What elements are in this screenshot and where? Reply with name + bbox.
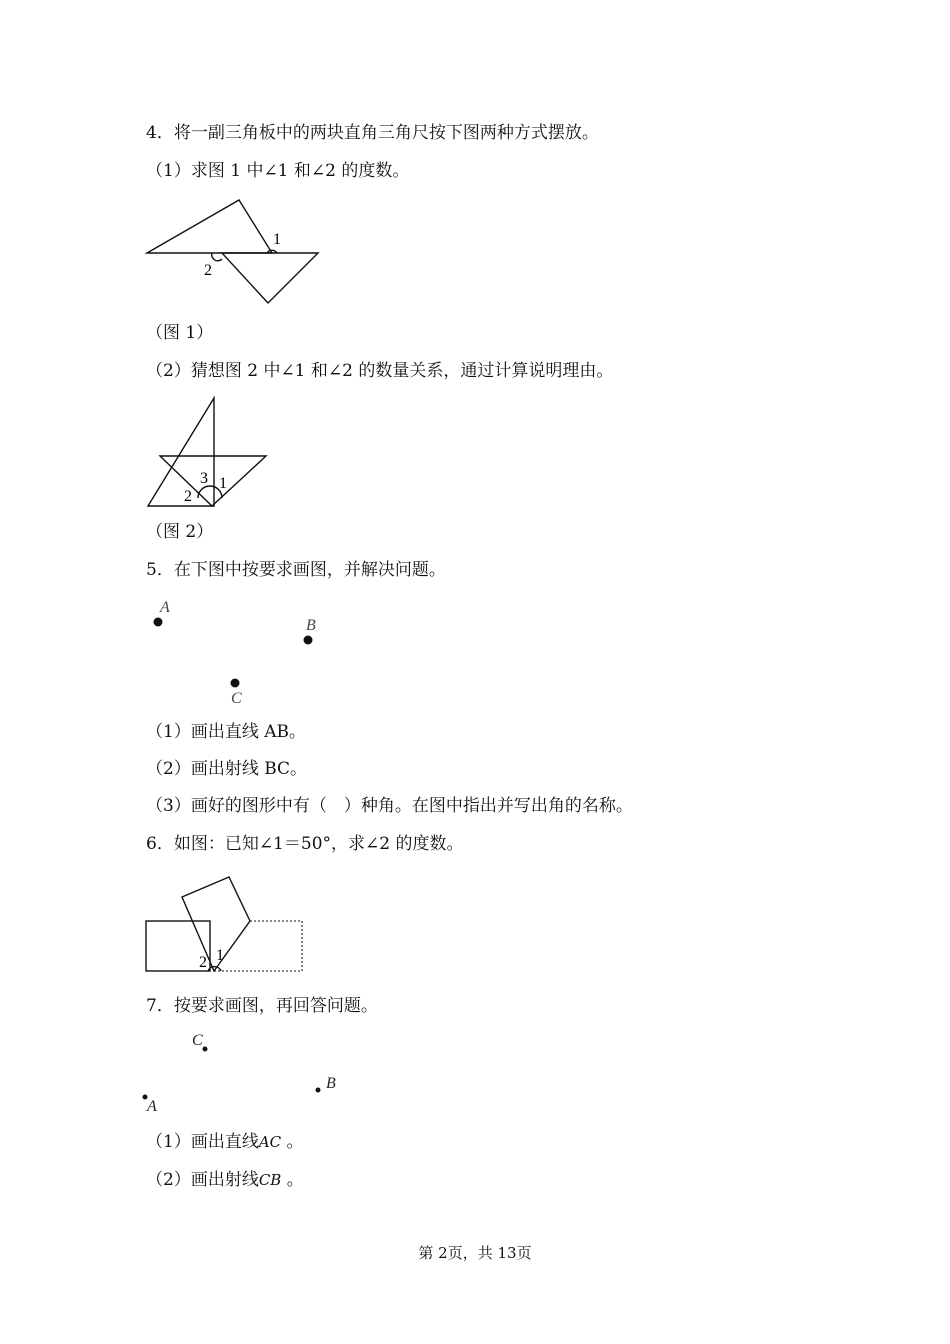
fig1-label-1: 1 bbox=[273, 231, 281, 248]
fig2-label-1: 1 bbox=[219, 475, 227, 492]
figure-2 bbox=[140, 392, 280, 514]
q6-stem: 6．如图：已知∠1＝50°，求∠2 的度数。 bbox=[146, 834, 464, 854]
figure-q6 bbox=[140, 870, 310, 976]
q5-point-b-dot bbox=[304, 636, 313, 645]
q6-label-2: 2 bbox=[199, 954, 207, 971]
fig1-triangle-upper bbox=[147, 200, 272, 253]
q7-point-b-label: B bbox=[326, 1075, 336, 1092]
q7-part1-suffix: 。 bbox=[281, 1132, 304, 1152]
q7-point-c-label: C bbox=[192, 1032, 203, 1049]
fig1-angle2-arc bbox=[212, 253, 222, 261]
q5-point-b-label: B bbox=[306, 617, 316, 634]
q6-label-1: 1 bbox=[216, 947, 224, 964]
q7-part1 bbox=[146, 1131, 304, 1153]
q7-point-b-dot bbox=[316, 1088, 321, 1093]
fig2-caption: （图 2） bbox=[146, 522, 214, 542]
fig1-caption: （图 1） bbox=[146, 323, 214, 343]
q4-part1: （1）求图 1 中∠1 和∠2 的度数。 bbox=[146, 161, 410, 181]
q7-point-a-label: A bbox=[147, 1098, 157, 1115]
fig2-label-2: 2 bbox=[184, 488, 192, 505]
q5-part1: （1）画出直线 AB。 bbox=[146, 722, 306, 742]
fig2-triangle-upright bbox=[148, 398, 214, 506]
q6-dashed-outline bbox=[214, 921, 302, 971]
q5-point-a-label: A bbox=[160, 599, 170, 616]
q4-stem: 4．将一副三角板中的两块直角三角尺按下图两种方式摆放。 bbox=[146, 123, 599, 143]
figure-1 bbox=[140, 190, 330, 310]
q4-part2: （2）猜想图 2 中∠1 和∠2 的数量关系，通过计算说明理由。 bbox=[146, 361, 614, 381]
q5-points-figure bbox=[140, 594, 340, 714]
q7-point-c-dot bbox=[203, 1047, 208, 1052]
fig2-triangle-inverted bbox=[160, 456, 266, 506]
q7-part2-prefix: （2）画出射线 bbox=[146, 1170, 259, 1190]
q7-stem: 7．按要求画图，再回答问题。 bbox=[146, 996, 378, 1016]
q5-point-c-label: C bbox=[231, 690, 242, 707]
q5-point-a-dot bbox=[154, 618, 163, 627]
q5-part2: （2）画出射线 BC。 bbox=[146, 759, 308, 779]
fig2-label-3: 3 bbox=[200, 470, 208, 487]
q7-part2-var: CB bbox=[258, 1171, 282, 1189]
q7-part2 bbox=[146, 1169, 304, 1191]
q5-stem: 5．在下图中按要求画图，并解决问题。 bbox=[146, 560, 446, 580]
q7-part2-suffix: 。 bbox=[281, 1170, 304, 1190]
q5-part3: （3）画好的图形中有（ ）种角。在图中指出并写出角的名称。 bbox=[146, 796, 633, 816]
q7-part1-prefix: （1）画出直线 bbox=[146, 1132, 259, 1152]
page-footer: 第 2页，共 13页 bbox=[418, 1244, 532, 1262]
q7-part1-var: AC bbox=[258, 1133, 282, 1151]
fig1-label-2: 2 bbox=[204, 262, 212, 279]
q5-point-c-dot bbox=[231, 679, 240, 688]
q7-points-figure bbox=[140, 1028, 350, 1118]
fig1-triangle-lower bbox=[222, 253, 318, 303]
